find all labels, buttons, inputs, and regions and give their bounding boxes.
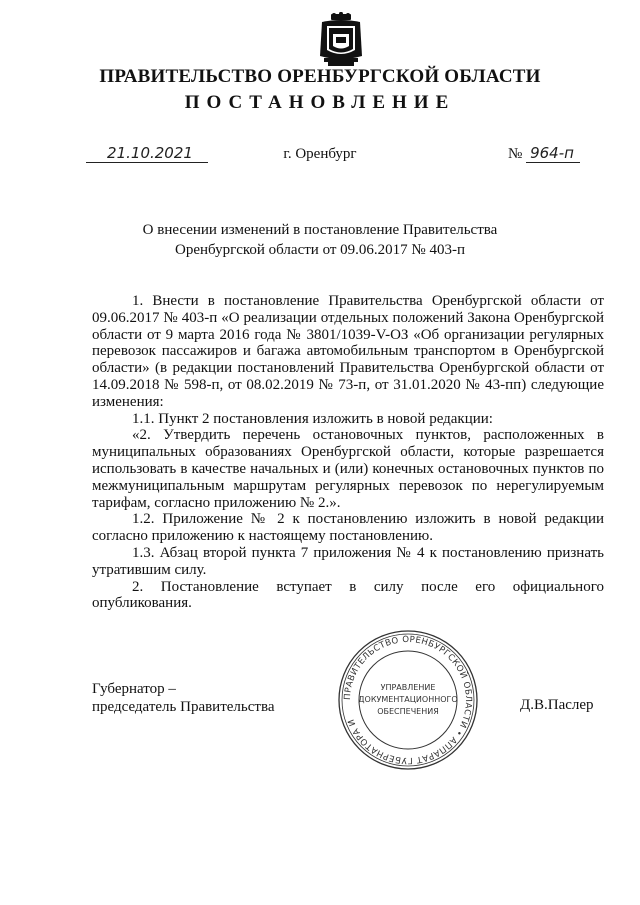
subject-line-2: Оренбургской области от 09.06.2017 № 403-п xyxy=(174,242,466,258)
document-subject xyxy=(120,220,520,260)
government-title: ПРАВИТЕЛЬСТВО ОРЕНБУРГСКОЙ ОБЛАСТИ xyxy=(99,66,541,87)
coat-of-arms-icon xyxy=(316,12,366,68)
subject-line-1: О внесении изменений в постановление Правительства xyxy=(142,222,498,238)
document-type: ПОСТАНОВЛЕНИЕ xyxy=(184,92,456,113)
signatory-name: Д.В.Паслер xyxy=(520,697,594,713)
stamp-line-3: ОБЕСПЕЧЕНИЯ xyxy=(377,707,439,716)
date-value: 21.10.2021 xyxy=(107,144,193,162)
position-line-1: Губернатор – xyxy=(92,681,176,697)
stamp-outer-text: ПРАВИТЕЛЬСТВО ОРЕНБУРГСКОЙ ОБЛАСТИ • АППАРАТ ГУБЕРНАТОРА И xyxy=(342,634,474,766)
paragraph-1-1: 1.1. Пункт 2 постановления изложить в новой редакции: xyxy=(132,410,493,427)
document-body xyxy=(92,293,604,612)
number-value: 964-п xyxy=(526,144,580,163)
signatory-position xyxy=(92,680,275,716)
document-number xyxy=(508,144,580,163)
stamp-line-2: ДОКУМЕНТАЦИОННОГО xyxy=(358,695,458,704)
number-prefix: № xyxy=(508,146,523,162)
document-city: г. Оренбург xyxy=(283,146,357,162)
paragraph-2: 2. Постановление вступает в силу после его официального опубликования. xyxy=(92,578,604,612)
paragraph-1-3: 1.3. Абзац второй пункта 7 приложения № 4 к постановлению признать утратившим силу. xyxy=(92,544,604,578)
stamp-line-1: УПРАВЛЕНИЕ xyxy=(380,683,436,692)
paragraph-quote-2: «2. Утвердить перечень остановочных пунктов, расположенных в муниципальных образованиях Оренбургской области, которые разрешается использовать в качестве начальных и (или) конечных остановочных пунктов по межмуниципальным маршрутам регулярных перевозок по нерегулируемым тарифам, согласно приложению № 2.». xyxy=(92,427,604,511)
official-stamp xyxy=(336,628,480,772)
paragraph-1-2: 1.2. Приложение № 2 к постановлению изложить в новой редакции согласно приложению к настоящему постановлению. xyxy=(92,511,604,545)
paragraph-1: 1. Внести в постановление Правительства Оренбургской области от 09.06.2017 № 403-п «О реализации отдельных положений Закона Оренбургской области от 9 марта 2016 года № 3801/1039-V-ОЗ «Об организации регулярных перевозок пассажиров и багажа автомобильным транспортом в Оренбургской области» (в редакции постановлений Правительства Оренбургской области от 14.09.2018 № 598-п, от 08.02.2019 № 73-п, от 31.01.2020 № 43-пп) следующие изменения: xyxy=(92,293,604,410)
position-line-2: председатель Правительства xyxy=(92,699,275,715)
